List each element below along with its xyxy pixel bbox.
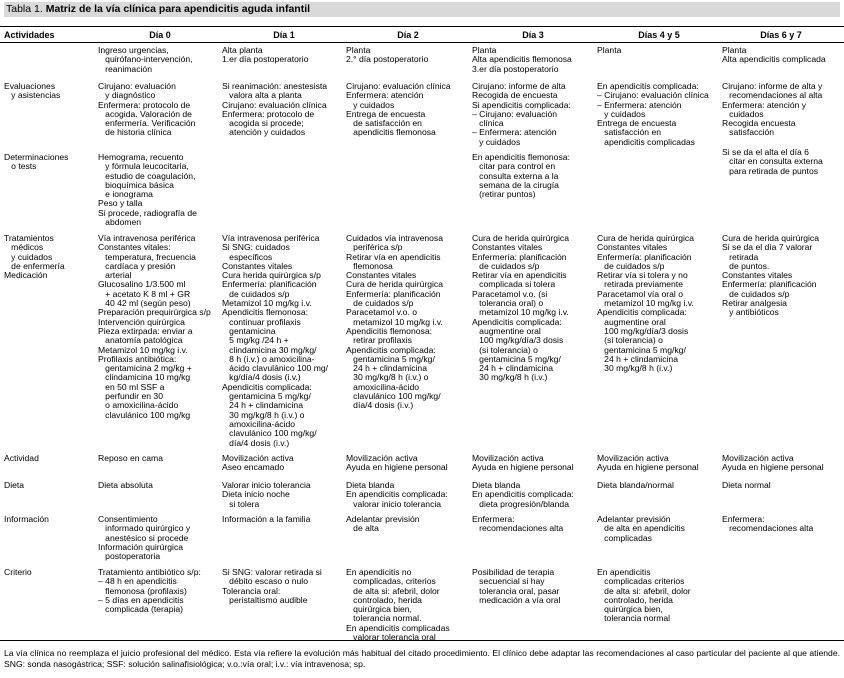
cell-r4-dias67: Movilización activa Ayuda en higiene personal: [722, 453, 824, 473]
row-label-dieta: Dieta: [4, 480, 25, 490]
cell-r0-dias67: Planta Alta apendicitis complicada: [722, 45, 826, 65]
row-label-criterio: Criterio: [4, 567, 32, 577]
cell-r4-dia0: Reposo en cama: [98, 453, 163, 463]
cell-r4-dia1: Movilización activa Aseo encamado: [222, 453, 294, 473]
cell-r1-dias45: En apendicitis complicada: – Cirujano: evaluación clínica – Enfermera: atención y cuidados Entrega de encuesta satisfacción en apendicitis complicadas: [597, 81, 709, 147]
cell-r1-dia2: Cirujano: evaluación clínica Enfermera: atención y cuidados Entrega de encuesta de satisfacción en apendicitis flemonosa: [346, 81, 451, 138]
cell-r3-dia3: Cura de herida quirúrgica Constantes vitales Enfermería: planificación de cuidados s/p Retirar vía en apendicitis complicada si tolera Paracetamol v.o. (si tolerancia oral) o metamizol 10 mg/kg i.v. Apendicitis complicada: augmentine oral 100 mg/kg/día/3 dosis (si tolerancia) o gentamicina 5 mg/kg/ 24 h + clindamicina 30 mg/kg/8 h (i.v.): [472, 233, 569, 383]
header-dias-6-7: Días 6 y 7: [760, 30, 802, 40]
cell-r6-dias67: Enfermera: recomendaciones alta: [722, 514, 814, 534]
cell-r2-dia3: En apendicitis flemonosa: citar para control en consulta externa a la semana de la cirugía (retirar puntos): [472, 152, 570, 200]
cell-r3-dia2: Cuidados vía intravenosa periférica s/p Retirar vía en apendicitis flemonosa Constantes vitales Cura de herida quirúrgica Enfermería: planificación de cuidados s/p Paracetamol v.o. o metamizol 10 mg/kg i.v. Apendicitis flemonosa: retirar profilaxis Apendicitis complicada: gentamicina 5 mg/kg/ 24 h + clindamicina 30 mg/kg/8 h (i.v.) o amoxicilina-ácido clavulánico 100 mg/kg/ día/4 dosis (i.v.): [346, 233, 443, 411]
cell-r0-dia1: Alta planta 1.er día postoperatorio: [222, 45, 309, 65]
row-label-informacion: Información: [4, 514, 49, 524]
cell-r4-dia2: Movilización activa Ayuda en higiene personal: [346, 453, 448, 473]
header-dias-4-5: Días 4 y 5: [638, 30, 680, 40]
cell-r6-dia1: Información a la familia: [222, 514, 311, 524]
cell-r7-dia3: Posibilidad de terapia secuencial si hay tolerancia oral, pasar medicación a vía oral: [472, 567, 561, 605]
cell-r5-dias45: Dieta blanda/normal: [597, 480, 674, 490]
header-dia-0: Día 0: [149, 30, 171, 40]
cell-r6-dia2: Adelantar previsión de alta: [346, 514, 420, 534]
cell-r6-dia0: Consentimiento informado quirúrgico y anestésico si procede Información quirúrgica postoperatoria: [98, 514, 191, 562]
cell-r7-dia2: En apendicitis no complicadas, criterios de alta si: afebril, dolor controlado, herida quirúrgica bien, tolerancia normal. En apendicitis complicadas valorar tolerancia oral: [346, 567, 450, 643]
table-footnote: La vía clínica no reemplaza el juicio profesional del médico. Esta vía refiere la evolución más habitual del citado procedimiento. El clínico debe adaptar las recomendaciones al caso particular del paciente al que atiende. SNG: sonda nasogástrica; SSF: solución salinafisiológica; v.o.:vía oral; i.v.: vía intravenosa; sp.: [4, 648, 840, 669]
cell-r1-dia3: Cirujano: informe de alta Recogida de encuesta Si apendicitis complicada: – Cirujano: evaluación clínica – Enfermera: atención y cuidados: [472, 81, 571, 147]
cell-r0-dia2: Planta 2.° día postoperatorio: [346, 45, 429, 65]
cell-r3-dias45: Cura de herida quirúrgica Constantes vitales Enfermería: planificación de cuidados s/p Retirar vía si tolera y no retirada previamente Paracetamol vía oral o metamizol 10 mg/kg i.v. Apendicitis complicada: augmentine oral 100 mg/kg/día/3 dosis (si tolerancia) o gentamicina 5 mg/kg/ 24 h + clindamicina 30 mg/kg/8 h (i.v.): [597, 233, 694, 374]
cell-r5-dia2: Dieta blanda En apendicitis complicada: valorar inicio tolerancia: [346, 480, 448, 509]
table-label: Tabla 1.: [6, 3, 43, 15]
row-label-determinaciones: Determinaciones o tests: [4, 152, 69, 172]
row-label-actividad: Actividad: [4, 453, 39, 463]
cell-r7-dia0: Tratamiento antibiótico s/p: – 48 h en apendicitis flemonosa (profilaxis) – 5 días en apendicitis complicada (terapia): [98, 567, 201, 615]
cell-r0-dia0: Ingreso urgencias, quirófano-intervención, reanimación: [98, 45, 193, 74]
cell-r5-dias67: Dieta normal: [722, 480, 771, 490]
cell-r1-dia1: Si reanimación: anestesista valora alta a planta Cirujano: evaluación clínica Enfermera: protocolo de acogida si procede; atención y cuidados: [222, 81, 328, 138]
cell-r1-dia0: Cirujano: evaluación y diagnóstico Enfermera: protocolo de acogida. Valoración de enfermería. Verificación de historia clínica: [98, 81, 196, 138]
header-dia-1: Día 1: [273, 30, 295, 40]
cell-r3-dia1: Vía intravenosa periférica Si SNG: cuidados específicos Constantes vitales Cura herida quirúrgica s/p Enfermería: planificación de cuidados s/p Metamizol 10 mg/kg i.v. Apendicitis flemonosa: continuar profilaxis gentamicina 5 mg/kg /24 h + clindamicina 30 mg/kg/ 8 h (i.v.) o amoxicilina- ácido clavulánico 100 mg/ kg/día/4 dosis (i.v.) Apendicitis complicada: gentamicina 5 mg/kg/ 24 h + clindamicina 30 mg/kg/8 h (i.v.) o amoxicilina-ácido clavulánico 100 mg/kg/ día/4 dosis (i.v.): [222, 233, 329, 448]
cell-r4-dias45: Movilización activa Ayuda en higiene personal: [597, 453, 699, 473]
header-actividades: Actividades: [4, 30, 55, 40]
table-caption: [4, 2, 840, 17]
cell-r0-dias45: Planta: [597, 45, 622, 55]
row-label-tratamientos: Tratamientos médicos y cuidados de enfermería Medicación: [4, 233, 65, 281]
header-dia-3: Día 3: [522, 30, 544, 40]
cell-r7-dias45: En apendicitis complicadas criterios de alta si: afebril, dolor controlado, herida quirúrgica bien, tolerancia normal: [597, 567, 691, 624]
cell-r3-dias67: Cura de herida quirúrgica Si se da el día 7 valorar retirada de puntos. Constantes vitales Enfermería: planificación de cuidados s/p Retirar analgesia y antibióticos: [722, 233, 819, 318]
row-label-evaluaciones: Evaluaciones y asistencias: [4, 81, 61, 101]
cell-r2-dias67: Si se da el alta el día 6 citar en consulta externa para retirada de puntos: [722, 147, 823, 176]
cell-r5-dia3: Dieta blanda En apendicitis complicada: dieta progresión/blanda: [472, 480, 574, 509]
cell-r5-dia1: Valorar inicio tolerancia Dieta inicio noche si tolera: [222, 480, 311, 509]
cell-r6-dias45: Adelantar previsión de alta en apendicitis complicadas: [597, 514, 685, 543]
cell-r7-dia1: Si SNG: valorar retirada si débito escaso o nulo Tolerancia oral: peristaltismo audible: [222, 567, 322, 605]
top-rule: [0, 26, 844, 27]
table-title: Matriz de la vía clínica para apendicitis aguda infantil: [45, 3, 311, 15]
cell-r2-dia0: Hemograma, recuento y fórmula leucocitaria, estudio de coagulación, bioquímica básica e ionograma Peso y talla Si procede, radiografía de abdomen: [98, 152, 197, 228]
cell-r0-dia3: Planta Alta apendicitis flemonosa 3.er día postoperatorio: [472, 45, 572, 74]
cell-r6-dia3: Enfermera: recomendaciones alta: [472, 514, 564, 534]
cell-r3-dia0: Vía intravenosa periférica Constantes vitales: temperatura, frecuencia cardíaca y presión arterial Glucosalino 1/3.500 ml + acetato K 8 ml + GR 40 42 ml (según peso) Preparación prequirúrgica s/p Intervención quirúrgica Pieza extirpada: enviar a anatomía patológica Metamizol 10 mg/kg i.v. Profilaxis antibiótica: gentamicina 2 mg/kg + clindamicina 10 mg/kg en 50 ml SSF a perfundir en 30 o amoxicilina-ácido clavulánico 100 mg/kg: [98, 233, 211, 420]
cell-r1-dias67: Cirujano: informe de alta y recomendaciones al alta Enfermera: atención y cuidados Recogida encuesta satisfacción: [722, 81, 823, 138]
cell-r4-dia3: Movilización activa Ayuda en higiene personal: [472, 453, 574, 473]
header-dia-2: Día 2: [397, 30, 419, 40]
header-rule: [0, 42, 844, 43]
cell-r5-dia0: Dieta absoluta: [98, 480, 153, 490]
